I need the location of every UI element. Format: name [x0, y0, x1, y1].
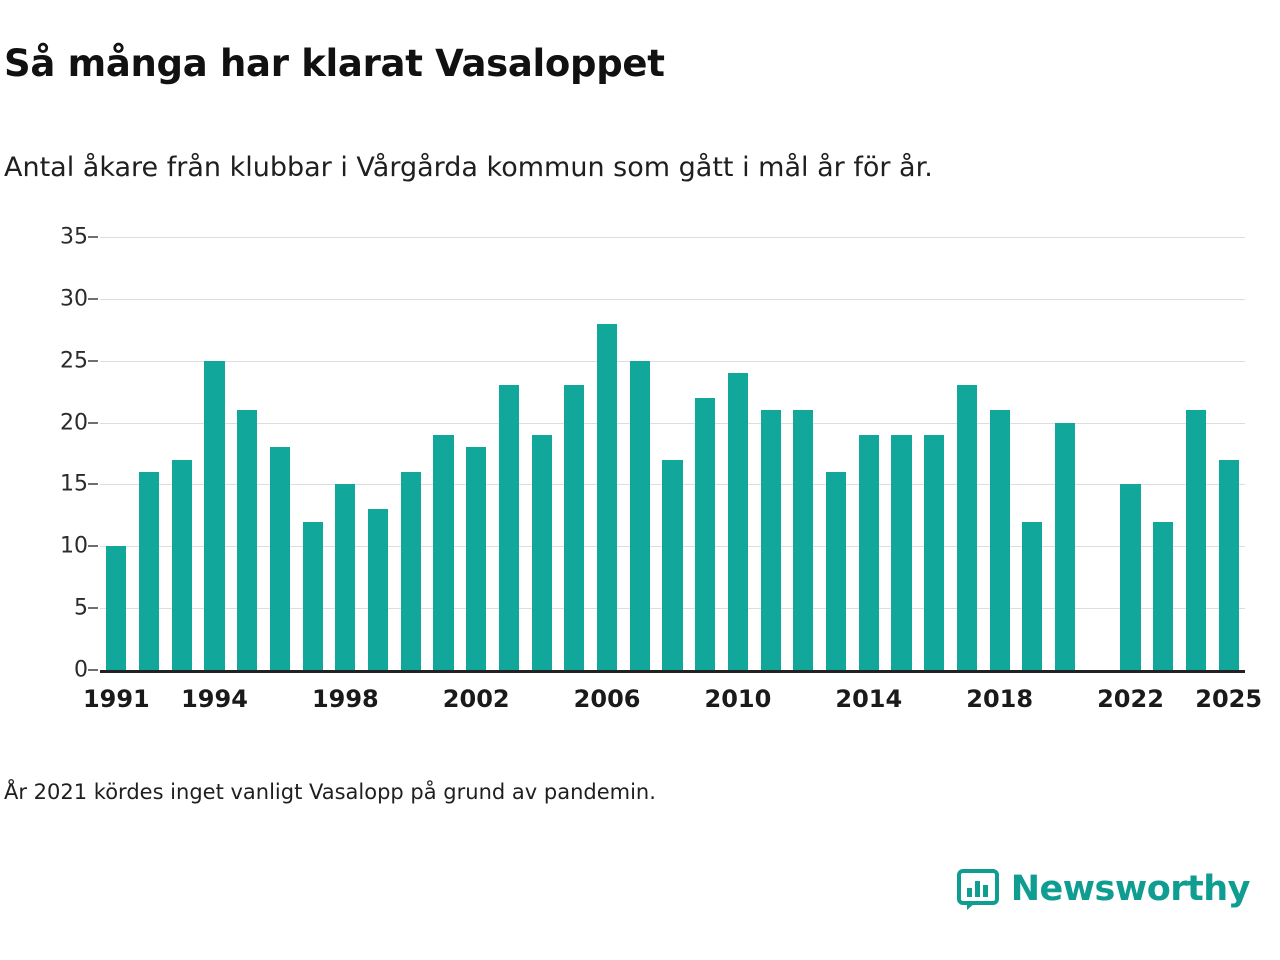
- bar: [1153, 522, 1173, 670]
- chart-footnote: År 2021 kördes inget vanligt Vasalopp på grund av pandemin.: [4, 780, 656, 804]
- y-axis-tick-mark: [88, 236, 98, 238]
- bar: [1055, 423, 1075, 670]
- bar: [499, 385, 519, 670]
- y-axis-tick-label: 15: [60, 471, 88, 497]
- x-axis-tick-label: 1991: [82, 685, 150, 713]
- bar: [662, 460, 682, 670]
- bar-chart-icon: [957, 868, 999, 910]
- bar: [630, 361, 650, 670]
- page-title: Så många har klarat Vasaloppet: [4, 42, 665, 85]
- y-axis-tick-label: 35: [60, 224, 88, 250]
- x-axis-tick-label: 2014: [835, 685, 903, 713]
- bar: [139, 472, 159, 670]
- bar: [433, 435, 453, 670]
- bar: [990, 410, 1010, 670]
- bar: [924, 435, 944, 670]
- x-axis-line: [100, 670, 1245, 673]
- bar: [728, 373, 748, 670]
- bar: [401, 472, 421, 670]
- y-axis-tick-label: 25: [60, 348, 88, 374]
- x-axis-labels: [82, 685, 1263, 725]
- bar: [368, 509, 388, 670]
- y-axis-tick-mark: [88, 360, 98, 362]
- bar: [891, 435, 911, 670]
- x-axis-tick-label: 2018: [966, 685, 1034, 713]
- x-axis-tick-label: 2025: [1195, 685, 1263, 713]
- bar: [532, 435, 552, 670]
- brand-name: Newsworthy: [1010, 869, 1250, 909]
- x-axis-tick-label: 2006: [573, 685, 641, 713]
- x-axis-tick-label: 2010: [704, 685, 772, 713]
- bar: [466, 447, 486, 670]
- bar: [826, 472, 846, 670]
- bar: [1022, 522, 1042, 670]
- bar: [1219, 460, 1239, 670]
- bar: [695, 398, 715, 670]
- bar: [1186, 410, 1206, 670]
- y-axis-tick-label: 5: [74, 595, 88, 621]
- x-axis-tick-label: 1998: [311, 685, 379, 713]
- y-axis-tick-mark: [88, 545, 98, 547]
- bar-series: [100, 237, 1245, 670]
- x-axis-tick-label: 2022: [1097, 685, 1164, 713]
- y-axis-tick-mark: [88, 422, 98, 424]
- y-axis-labels: [0, 224, 88, 683]
- bar: [793, 410, 813, 670]
- y-axis-tick-label: 0: [74, 657, 88, 683]
- y-axis-tick-label: 30: [60, 286, 88, 312]
- y-axis-tick-label: 20: [60, 410, 88, 436]
- plot-area: [100, 237, 1245, 670]
- bar: [204, 361, 224, 670]
- y-axis-tick-mark: [88, 298, 98, 300]
- bar-chart: [0, 215, 1280, 725]
- bar: [270, 447, 290, 670]
- x-axis-tick-label: 2002: [442, 685, 510, 713]
- x-axis-tick-label: 1994: [181, 685, 248, 713]
- bar: [859, 435, 879, 670]
- bar: [303, 522, 323, 670]
- y-axis-tick-mark: [88, 607, 98, 609]
- bar: [957, 385, 977, 670]
- bar: [237, 410, 257, 670]
- brand-logo: [957, 868, 1250, 910]
- page-subtitle: Antal åkare från klubbar i Vårgårda kommun som gått i mål år för år.: [4, 152, 933, 183]
- bar: [172, 460, 192, 670]
- y-axis-tick-mark: [88, 483, 98, 485]
- bar: [564, 385, 584, 670]
- bar: [761, 410, 781, 670]
- y-axis-tick-label: 10: [60, 533, 88, 559]
- bar: [335, 484, 355, 670]
- bar: [597, 324, 617, 670]
- bar: [1120, 484, 1140, 670]
- bar: [106, 546, 126, 670]
- y-axis-tick-mark: [88, 669, 98, 671]
